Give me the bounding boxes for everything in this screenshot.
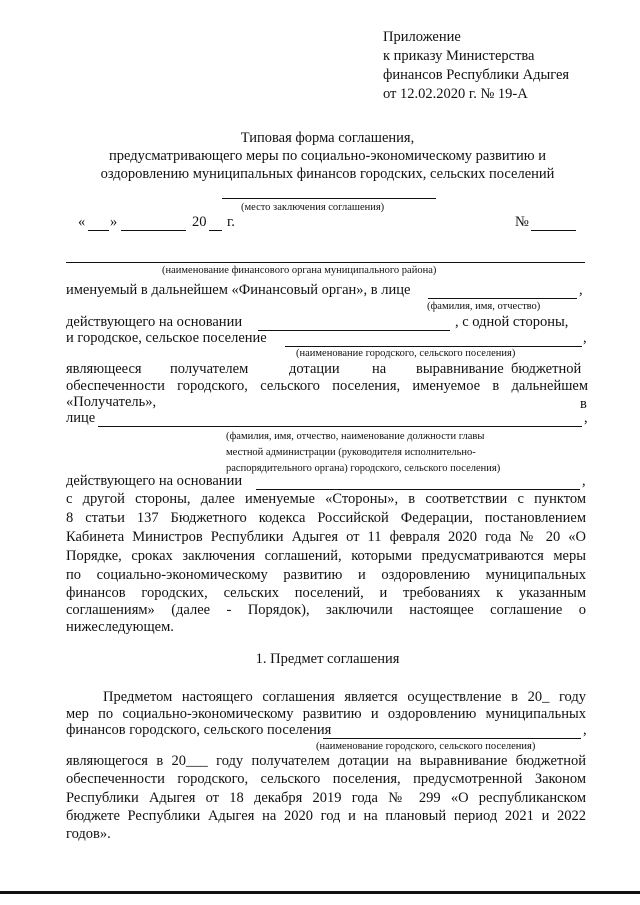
title-line-1: Типовая форма соглашения, — [240, 130, 415, 146]
p1-line-16: нижеследующем. — [66, 619, 174, 635]
p1-line-1: именуемый в дальнейшем «Финансовый орган», в лице — [66, 282, 411, 298]
p1-line-7: лице — [66, 410, 96, 426]
head-caption-3: распорядительного органа) городского, сельского поселения) — [226, 463, 501, 474]
p1-line-12: Порядке, сроках заключения соглашений, которыми предусматриваются меры — [66, 548, 586, 564]
p1-word-na: на — [372, 361, 387, 377]
p1-line-15: соглашениям» (далее - Порядок), заключили настоящее соглашение о — [66, 602, 586, 618]
head-blank-line — [98, 426, 582, 427]
p1-line-3-end: , — [583, 330, 587, 346]
page-bottom-edge — [0, 891, 640, 894]
p1-word-byudzhetnoy: бюджетной — [511, 361, 582, 377]
p1-line-7-end: , — [584, 410, 588, 426]
number-blank — [531, 230, 576, 231]
date-open-quote: « — [78, 214, 86, 230]
date-close-quote: » — [110, 214, 118, 230]
s1-settlement-blank-line — [323, 738, 581, 739]
place-blank-line — [222, 198, 436, 199]
basis-blank-line — [258, 330, 450, 331]
s1-line-6: Республики Адыгея от 18 декабря 2019 года № 299 «О республиканском — [66, 790, 586, 806]
p1-line-2: действующего на основании — [66, 314, 243, 330]
settlement-caption: (наименование городского, сельского поселения) — [296, 348, 516, 359]
date-month-blank — [121, 230, 186, 231]
s1-line-1: Предметом настоящего соглашения является осуществление в 20_ году — [103, 689, 586, 705]
s1-line-3: финансов городского, сельского поселения — [66, 722, 332, 738]
fin-org-blank-line — [66, 262, 585, 263]
head-basis-blank-line — [256, 489, 580, 490]
appendix-line-3: финансов Республики Адыгея — [383, 67, 570, 83]
s1-line-7: бюджете Республики Адыгея на 2020 год и на плановый период 2021 и 2022 — [66, 808, 586, 824]
p1-line-6-end: в — [580, 396, 587, 412]
p1-line-3: и городское, сельское поселение — [66, 330, 267, 346]
p1-word-yavlyayusheesya: являющееся — [66, 361, 142, 377]
p1-line-9: с другой стороны, далее именуемые «Стороны», в соответствии с пунктом — [66, 491, 586, 507]
head-caption-2: местной администрации (руководителя исполнительно- — [226, 447, 476, 458]
p1-word-vyravnivanie: выравнивание — [416, 361, 504, 377]
date-year-prefix: 20 — [192, 214, 207, 230]
p1-line-13: по социально-экономическому развитию и оздоровлению муниципальных — [66, 567, 586, 583]
section-1-heading: 1. Предмет соглашения — [255, 651, 400, 667]
p1-line-10: 8 статьи 137 Бюджетного кодекса Российской Федерации, постановлением — [66, 510, 586, 526]
s1-line-4: являющегося в 20___ году получателем дотации на выравнивание бюджетной — [66, 753, 586, 769]
appendix-line-4: от 12.02.2020 г. № 19-А — [383, 86, 528, 102]
p1-line-8: действующего на основании — [66, 473, 243, 489]
s1-line-3-end: , — [583, 722, 587, 738]
fio-caption: (фамилия, имя, отчество) — [427, 301, 541, 312]
s1-line-5: обеспеченности городского, сельского поселения, предусмотренной Законом — [66, 771, 586, 787]
fio-blank-line — [428, 298, 577, 299]
p1-line-14: финансов городских, сельских поселений, и требованиях к указанным — [66, 585, 586, 601]
head-caption-1: (фамилия, имя, отчество, наименование должности главы — [226, 431, 485, 442]
p1-line-1-end: , — [579, 282, 583, 298]
p1-line-8-end: , — [582, 473, 586, 489]
p1-word-dotacii: дотации — [289, 361, 340, 377]
s1-line-8: годов». — [66, 826, 111, 842]
title-line-3: оздоровлению муниципальных финансов городских, сельских поселений — [100, 166, 555, 182]
number-sign: № — [515, 214, 529, 230]
settlement-blank-line — [285, 346, 582, 347]
appendix-line-2: к приказу Министерства — [383, 48, 535, 64]
place-caption: (место заключения соглашения) — [241, 202, 385, 213]
title-line-2: предусматривающего меры по социально-экономическому развитию и — [109, 148, 546, 164]
p1-line-5: обеспеченности городского, сельского поселения, именуемое в дальнейшем — [66, 378, 588, 394]
date-year-suffix: г. — [227, 214, 235, 230]
p1-line-6: «Получатель», — [66, 394, 157, 410]
fin-org-caption: (наименование финансового органа муниципального района) — [162, 265, 437, 276]
p1-word-poluchatelem: получателем — [170, 361, 249, 377]
date-year-blank — [209, 230, 222, 231]
s1-line-2: мер по социально-экономическому развитию и оздоровлению муниципальных — [66, 706, 586, 722]
date-day-blank — [88, 230, 109, 231]
p1-line-2-end: , с одной стороны, — [455, 314, 569, 330]
s1-settlement-caption: (наименование городского, сельского поселения) — [316, 741, 536, 752]
p1-line-11: Кабинета Министров Республики Адыгея от 11 февраля 2020 года № 20 «О — [66, 529, 586, 545]
appendix-line-1: Приложение — [383, 29, 461, 45]
